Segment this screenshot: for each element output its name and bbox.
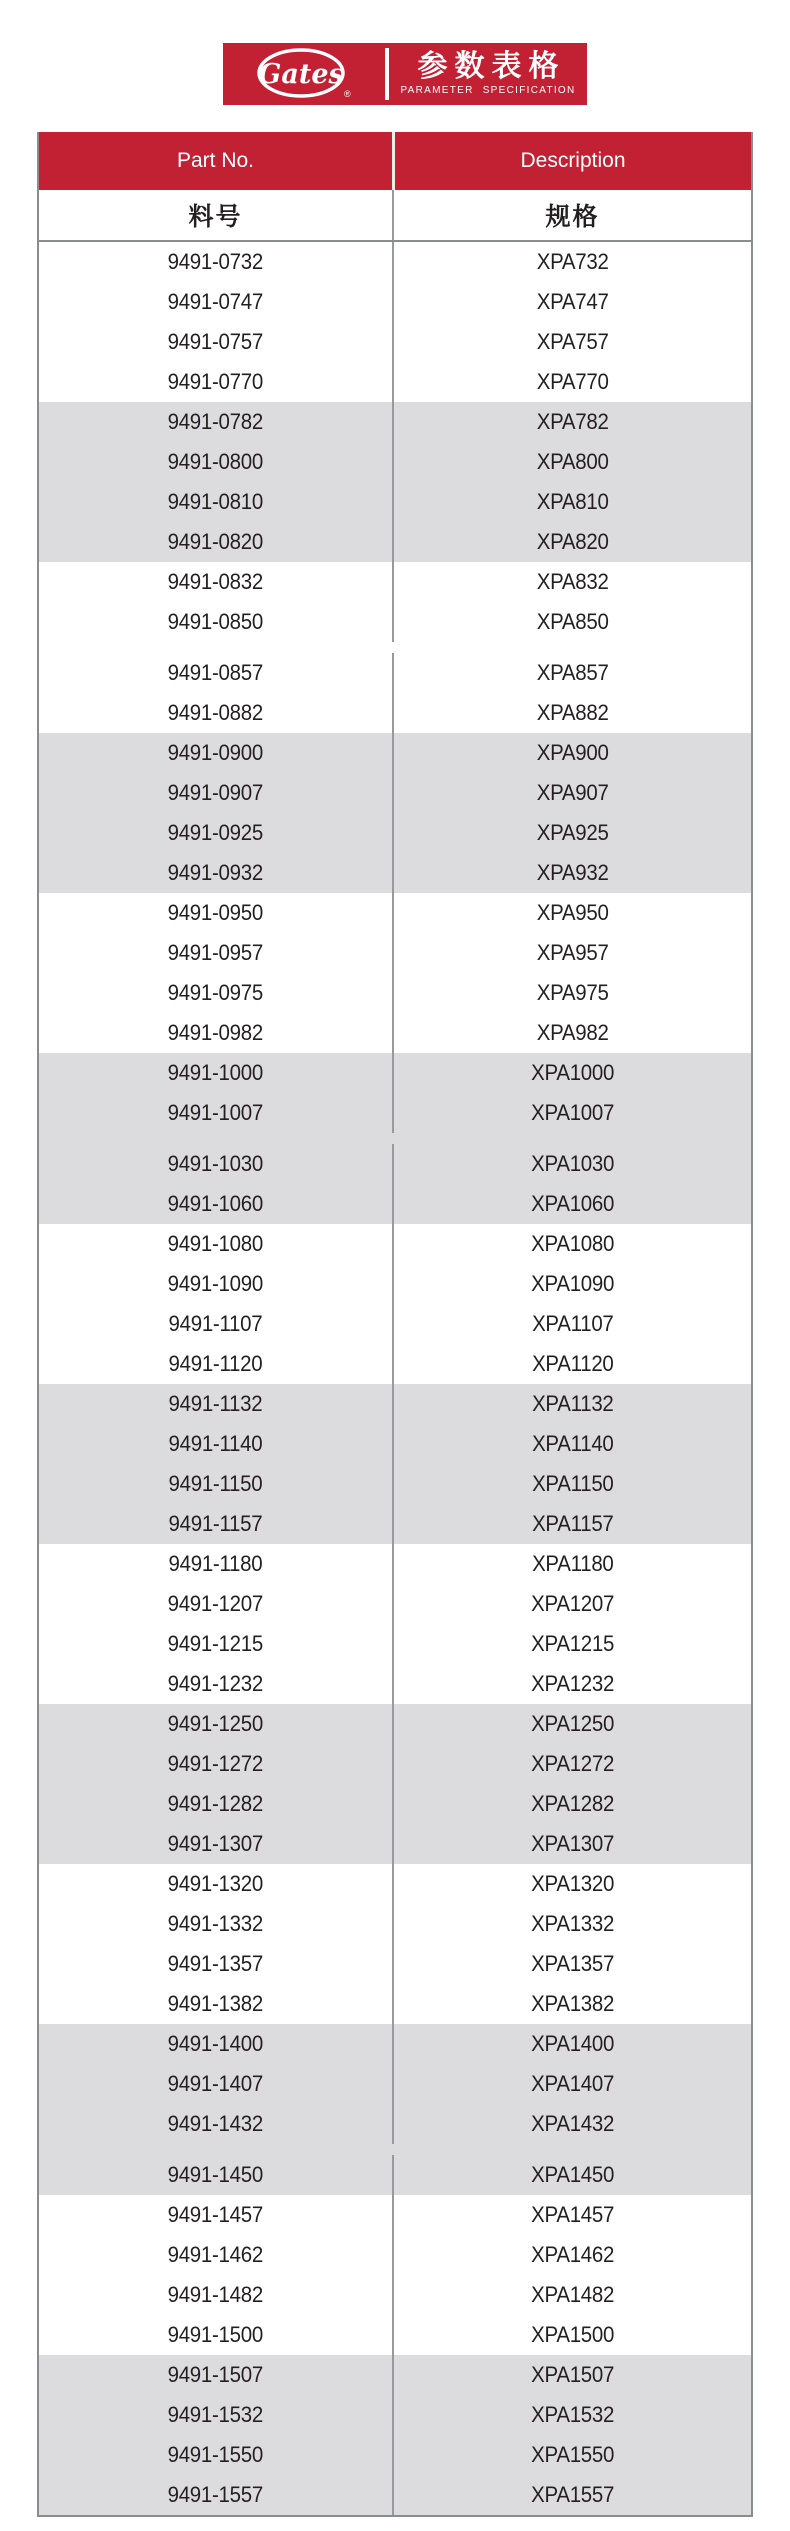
part-no-cell: 9491-1462 bbox=[167, 2242, 264, 2267]
table-row bbox=[39, 1784, 751, 1824]
part-no-cell: 9491-1232 bbox=[167, 1671, 264, 1696]
table-row bbox=[39, 322, 751, 362]
description-cell: XPA1207 bbox=[392, 1584, 751, 1624]
table-header-row bbox=[39, 132, 751, 190]
part-no-cell: 9491-1120 bbox=[168, 1351, 263, 1376]
table-row bbox=[39, 1544, 751, 1584]
table-row bbox=[39, 1624, 751, 1664]
part-no-cell: 9491-1400 bbox=[167, 2031, 264, 2056]
table-row bbox=[39, 1744, 751, 1784]
table-row bbox=[39, 2144, 751, 2195]
table-row bbox=[39, 1824, 751, 1864]
description-cell: XPA1357 bbox=[392, 1944, 751, 1984]
part-no-cell: 9491-1250 bbox=[167, 1711, 264, 1736]
table-row bbox=[39, 773, 751, 813]
part-no-cell: 9491-1080 bbox=[167, 1231, 264, 1256]
table-row bbox=[39, 482, 751, 522]
description-cell: XPA1382 bbox=[392, 1984, 751, 2024]
description-cell: XPA1332 bbox=[392, 1904, 751, 1944]
description-cell: XPA1482 bbox=[392, 2275, 751, 2315]
table-row bbox=[39, 442, 751, 482]
part-no-cell: 9491-1307 bbox=[167, 1831, 264, 1856]
table-row bbox=[39, 1304, 751, 1344]
description-cell: XPA1132 bbox=[392, 1384, 751, 1424]
table-row bbox=[39, 2195, 751, 2235]
table-body bbox=[39, 242, 751, 2515]
table-row bbox=[39, 522, 751, 562]
part-no-cell: 9491-0850 bbox=[167, 609, 264, 634]
description-cell: XPA982 bbox=[392, 1013, 751, 1053]
description-cell: XPA1507 bbox=[392, 2355, 751, 2395]
table-row bbox=[39, 242, 751, 282]
table-row bbox=[39, 362, 751, 402]
description-cell: XPA810 bbox=[392, 482, 751, 522]
part-no-cell: 9491-0857 bbox=[167, 660, 264, 685]
part-no-cell: 9491-1500 bbox=[167, 2322, 264, 2347]
svg-text:Gates: Gates bbox=[258, 59, 344, 90]
table-row bbox=[39, 1944, 751, 1984]
description-cell: XPA1060 bbox=[392, 1184, 751, 1224]
part-no-cell: 9491-0800 bbox=[167, 449, 264, 474]
table-row bbox=[39, 1704, 751, 1744]
part-no-cell: 9491-0832 bbox=[167, 569, 264, 594]
table-row bbox=[39, 1424, 751, 1464]
description-cell: XPA950 bbox=[392, 893, 751, 933]
table-row bbox=[39, 2315, 751, 2355]
table-row bbox=[39, 1013, 751, 1053]
table-row bbox=[39, 733, 751, 773]
description-cell: XPA1550 bbox=[392, 2435, 751, 2475]
description-cell: XPA1150 bbox=[392, 1464, 751, 1504]
table-row bbox=[39, 893, 751, 933]
part-no-cell: 9491-0982 bbox=[167, 1020, 264, 1045]
part-no-cell: 9491-1482 bbox=[167, 2282, 264, 2307]
part-no-cell: 9491-0757 bbox=[167, 329, 264, 354]
table-row bbox=[39, 2275, 751, 2315]
table-row bbox=[39, 1504, 751, 1544]
description-cell: XPA770 bbox=[392, 362, 751, 402]
description-cell: XPA1215 bbox=[392, 1624, 751, 1664]
table-row bbox=[39, 2355, 751, 2395]
part-no-cell: 9491-0925 bbox=[167, 820, 264, 845]
part-no-cell: 9491-0957 bbox=[167, 940, 264, 965]
description-cell: XPA932 bbox=[392, 853, 751, 893]
table-row bbox=[39, 2235, 751, 2275]
description-cell: XPA882 bbox=[392, 693, 751, 733]
description-cell: XPA1282 bbox=[392, 1784, 751, 1824]
description-cell: XPA1000 bbox=[392, 1053, 751, 1093]
column-header-description: Description bbox=[392, 132, 751, 190]
part-no-cell: 9491-1272 bbox=[167, 1751, 264, 1776]
part-no-cell: 9491-1557 bbox=[167, 2482, 264, 2507]
table-row bbox=[39, 402, 751, 442]
table-row bbox=[39, 1384, 751, 1424]
description-cell: XPA1140 bbox=[392, 1424, 751, 1464]
description-cell: XPA1030 bbox=[392, 1144, 751, 1184]
table-subheader-row bbox=[39, 190, 751, 242]
table-row bbox=[39, 602, 751, 642]
description-cell: XPA732 bbox=[392, 242, 751, 282]
description-cell: XPA1107 bbox=[392, 1304, 751, 1344]
part-no-cell: 9491-1000 bbox=[167, 1060, 264, 1085]
description-cell: XPA757 bbox=[392, 322, 751, 362]
description-cell: XPA1450 bbox=[392, 2155, 751, 2195]
part-no-cell: 9491-0950 bbox=[167, 900, 264, 925]
part-no-cell: 9491-0747 bbox=[167, 289, 264, 314]
part-no-cell: 9491-0782 bbox=[167, 409, 264, 434]
description-cell: XPA1432 bbox=[392, 2104, 751, 2144]
svg-text:®: ® bbox=[344, 89, 351, 99]
column-header-part-no: Part No. bbox=[176, 149, 255, 172]
spec-table bbox=[37, 132, 753, 2517]
description-cell: XPA1457 bbox=[392, 2195, 751, 2235]
description-cell: XPA1307 bbox=[392, 1824, 751, 1864]
gates-logo-icon bbox=[256, 47, 352, 101]
description-cell: XPA820 bbox=[392, 522, 751, 562]
part-no-cell: 9491-1132 bbox=[168, 1391, 263, 1416]
description-cell: XPA900 bbox=[392, 733, 751, 773]
part-no-cell: 9491-0820 bbox=[167, 529, 264, 554]
description-cell: XPA1180 bbox=[392, 1544, 751, 1584]
banner-titles bbox=[389, 52, 587, 96]
description-cell: XPA850 bbox=[392, 602, 751, 642]
part-no-cell: 9491-0907 bbox=[167, 780, 264, 805]
part-no-cell: 9491-1532 bbox=[167, 2402, 264, 2427]
description-cell: XPA925 bbox=[392, 813, 751, 853]
part-no-cell: 9491-1060 bbox=[167, 1191, 264, 1216]
part-no-cell: 9491-1030 bbox=[167, 1151, 264, 1176]
table-row bbox=[39, 1984, 751, 2024]
gates-logo bbox=[223, 47, 385, 101]
description-cell: XPA832 bbox=[392, 562, 751, 602]
description-cell: XPA1232 bbox=[392, 1664, 751, 1704]
part-no-cell: 9491-0770 bbox=[167, 369, 264, 394]
table-row bbox=[39, 2475, 751, 2515]
table-row bbox=[39, 642, 751, 693]
part-no-cell: 9491-1207 bbox=[167, 1591, 264, 1616]
part-no-cell: 9491-1140 bbox=[168, 1431, 263, 1456]
part-no-cell: 9491-1457 bbox=[167, 2202, 264, 2227]
description-cell: XPA1500 bbox=[392, 2315, 751, 2355]
description-cell: XPA747 bbox=[392, 282, 751, 322]
description-cell: XPA800 bbox=[392, 442, 751, 482]
description-cell: XPA857 bbox=[392, 653, 751, 693]
description-cell: XPA1557 bbox=[392, 2475, 751, 2515]
table-row bbox=[39, 1053, 751, 1093]
table-row bbox=[39, 1184, 751, 1224]
part-no-cell: 9491-0932 bbox=[167, 860, 264, 885]
part-no-cell: 9491-1107 bbox=[168, 1311, 263, 1336]
part-no-cell: 9491-1320 bbox=[167, 1871, 264, 1896]
part-no-cell: 9491-0810 bbox=[167, 489, 264, 514]
table-row bbox=[39, 1864, 751, 1904]
column-subheader-part-no: 料号 bbox=[188, 203, 243, 231]
table-row bbox=[39, 1093, 751, 1133]
part-no-cell: 9491-1450 bbox=[167, 2162, 264, 2187]
description-cell: XPA1080 bbox=[392, 1224, 751, 1264]
table-row bbox=[39, 1584, 751, 1624]
table-row bbox=[39, 2395, 751, 2435]
description-cell: XPA1462 bbox=[392, 2235, 751, 2275]
part-no-cell: 9491-1157 bbox=[168, 1511, 263, 1536]
description-cell: XPA782 bbox=[392, 402, 751, 442]
table-row bbox=[39, 813, 751, 853]
part-no-cell: 9491-1407 bbox=[167, 2071, 264, 2096]
description-cell: XPA957 bbox=[392, 933, 751, 973]
description-cell: XPA1007 bbox=[392, 1093, 751, 1133]
table-row bbox=[39, 2064, 751, 2104]
part-no-cell: 9491-0882 bbox=[167, 700, 264, 725]
part-no-cell: 9491-1007 bbox=[167, 1100, 264, 1125]
description-cell: XPA1407 bbox=[392, 2064, 751, 2104]
part-no-cell: 9491-1382 bbox=[167, 1991, 264, 2016]
table-row bbox=[39, 1904, 751, 1944]
part-no-cell: 9491-1150 bbox=[168, 1471, 263, 1496]
table-row bbox=[39, 853, 751, 893]
page-subtitle: PARAMETER SPECIFICATION bbox=[400, 85, 576, 96]
description-cell: XPA1090 bbox=[392, 1264, 751, 1304]
description-cell: XPA1532 bbox=[392, 2395, 751, 2435]
page-title: 参数表格 bbox=[417, 50, 566, 83]
part-no-cell: 9491-0975 bbox=[167, 980, 264, 1005]
part-no-cell: 9491-1090 bbox=[167, 1271, 264, 1296]
description-cell: XPA975 bbox=[392, 973, 751, 1013]
table-row bbox=[39, 1133, 751, 1184]
table-row bbox=[39, 282, 751, 322]
part-no-cell: 9491-1432 bbox=[167, 2111, 264, 2136]
column-subheader-description: 规格 bbox=[392, 190, 751, 240]
description-cell: XPA1120 bbox=[392, 1344, 751, 1384]
table-row bbox=[39, 1344, 751, 1384]
table-row bbox=[39, 2104, 751, 2144]
table-row bbox=[39, 693, 751, 733]
part-no-cell: 9491-1507 bbox=[167, 2362, 264, 2387]
part-no-cell: 9491-1215 bbox=[167, 1631, 264, 1656]
description-cell: XPA907 bbox=[392, 773, 751, 813]
brand-banner bbox=[223, 43, 587, 105]
description-cell: XPA1320 bbox=[392, 1864, 751, 1904]
part-no-cell: 9491-1332 bbox=[167, 1911, 264, 1936]
table-row bbox=[39, 973, 751, 1013]
part-no-cell: 9491-0732 bbox=[167, 249, 264, 274]
table-row bbox=[39, 2435, 751, 2475]
description-cell: XPA1272 bbox=[392, 1744, 751, 1784]
part-no-cell: 9491-1357 bbox=[167, 1951, 264, 1976]
table-row bbox=[39, 2024, 751, 2064]
description-cell: XPA1157 bbox=[392, 1504, 751, 1544]
description-cell: XPA1250 bbox=[392, 1704, 751, 1744]
table-row bbox=[39, 1264, 751, 1304]
description-cell: XPA1400 bbox=[392, 2024, 751, 2064]
table-row bbox=[39, 1224, 751, 1264]
part-no-cell: 9491-1550 bbox=[167, 2442, 264, 2467]
table-row bbox=[39, 562, 751, 602]
part-no-cell: 9491-1282 bbox=[167, 1791, 264, 1816]
table-row bbox=[39, 1664, 751, 1704]
table-row bbox=[39, 1464, 751, 1504]
part-no-cell: 9491-0900 bbox=[167, 740, 264, 765]
table-row bbox=[39, 933, 751, 973]
part-no-cell: 9491-1180 bbox=[168, 1551, 263, 1576]
